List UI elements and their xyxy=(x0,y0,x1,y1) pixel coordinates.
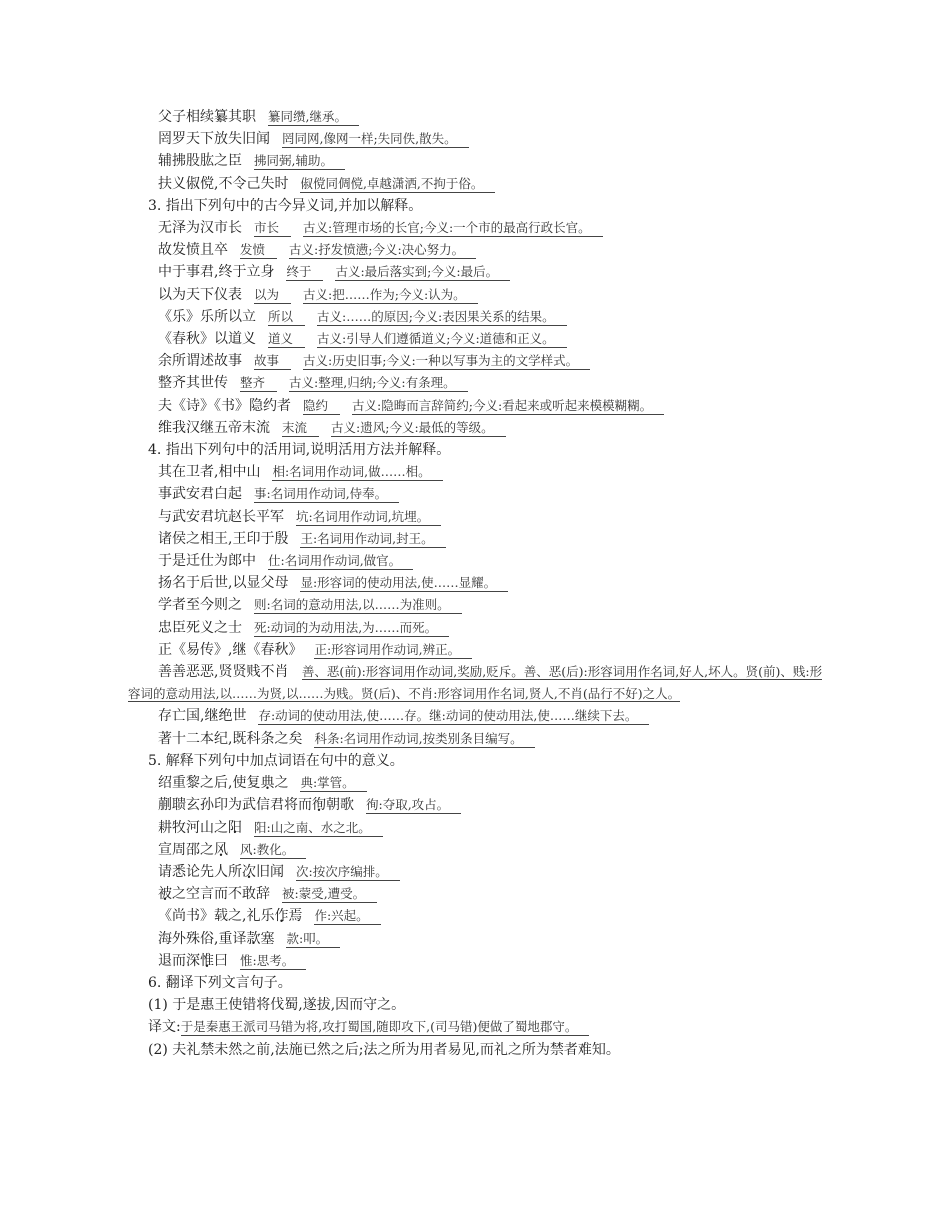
question-text: 正《易传》,继《春秋》 xyxy=(158,641,303,658)
item-row xyxy=(128,461,828,483)
question-text: 善善恶恶,贤贤贱不肖 xyxy=(158,664,289,681)
item-row xyxy=(128,417,828,439)
document-page xyxy=(128,106,828,1061)
item-row xyxy=(128,350,828,372)
question-text: 扶义俶傥,不令己失时 xyxy=(158,175,289,192)
dotted-word: 惟 xyxy=(200,952,214,969)
item-row xyxy=(128,506,828,528)
question-text: 绍重黎之后,使复 xyxy=(158,775,261,792)
item-row xyxy=(128,395,828,417)
answer-text: 款:叩。 xyxy=(286,931,340,948)
answer-text: 古义:最后落实到;今义:最后。 xyxy=(335,264,510,281)
answer-text: 显:形容词的使动用法,使……显耀。 xyxy=(300,575,508,592)
question-text: 《尚书》载之,礼乐 xyxy=(158,908,275,925)
question-text: 扬名于后世,以显父母 xyxy=(158,575,289,592)
answer-text: 典:掌管。 xyxy=(300,775,366,792)
keyword: 整齐 xyxy=(240,375,277,392)
dotted-word: 款 xyxy=(246,930,261,947)
answer-text: 科条:名词用作动词,按类别条目编写。 xyxy=(314,731,534,748)
question-text: 无泽为汉市长 xyxy=(158,220,242,237)
answer-text: 纂同缵,继承。 xyxy=(268,109,359,126)
keyword: 隐约 xyxy=(303,398,340,415)
item-row xyxy=(128,794,828,816)
item-row xyxy=(128,328,828,350)
keyword: 道义 xyxy=(268,331,305,348)
question-text: 存亡国,继绝世 xyxy=(158,708,247,725)
dotted-word: 典 xyxy=(260,775,275,792)
answer-text: 罔同网,像网一样;失同佚,散失。 xyxy=(282,131,469,148)
answer-text: 古义:管理市场的长官;今义:一个市的最高行政长官。 xyxy=(303,220,603,237)
item-row xyxy=(128,617,828,639)
item-row xyxy=(128,728,828,750)
item-row xyxy=(128,705,828,727)
keyword: 末流 xyxy=(282,420,319,437)
item-row xyxy=(128,883,828,905)
answer-text: 坑:名词用作动词,坑埋。 xyxy=(296,509,441,526)
keyword: 所以 xyxy=(268,309,305,326)
question-text: 其在卫者,相中山 xyxy=(158,464,261,481)
question-text: 旧闻 xyxy=(256,863,284,880)
item-row xyxy=(128,173,828,195)
question-text: 诸侯之相王,王印于殷 xyxy=(158,530,289,547)
dotted-word: 作 xyxy=(274,908,289,925)
question-text: (1) 于是惠王使错将伐蜀,遂拔,因而守之。 xyxy=(148,997,406,1014)
question-text: 蒯聩玄孙印为武信君将而 xyxy=(158,797,312,814)
section-heading: 3. 指出下列句中的古今异义词,并加以解释。 xyxy=(148,197,423,214)
item-row xyxy=(128,106,828,128)
question-text: 以为天下仪表 xyxy=(158,286,242,303)
item-row xyxy=(128,284,828,306)
section-heading: 4. 指出下列句中的活用词,说明活用方法并解释。 xyxy=(148,442,451,459)
item-row-long xyxy=(128,661,828,705)
answer-text: 古义:整理,归纳;今义:有条理。 xyxy=(289,375,468,392)
question-text: 中于事君,终于立身 xyxy=(158,264,275,281)
dotted-word: 被 xyxy=(158,886,172,903)
answer-text: 古义:遗风;今义:最低的等级。 xyxy=(331,420,506,437)
keyword: 以为 xyxy=(254,287,291,304)
question-text: 退而深 xyxy=(158,952,200,969)
answer-text: 古义:引导人们遵循道义;今义:道德和正义。 xyxy=(317,331,567,348)
answer-text: 次:按次序编排。 xyxy=(296,864,400,881)
section-heading: 5. 解释下列句中加点词语在句中的意义。 xyxy=(148,752,404,769)
item-row xyxy=(128,639,828,661)
question-text: 夫《诗》《书》隐约者 xyxy=(158,397,291,414)
item-row xyxy=(128,572,828,594)
answer-text: 存:动词的使动用法,使……存。继:动词的使动用法,使……继续下去。 xyxy=(258,708,649,725)
answer-text: 死:动词的为动用法,为……而死。 xyxy=(254,620,449,637)
answer-text: 徇:夺取,攻占。 xyxy=(366,797,461,814)
answer-text: 古义:隐晦而言辞简约;今义:看起来或听起来模模糊糊。 xyxy=(352,398,664,415)
answer-text: 善、恶(前):形容词用作动词,奖励,贬斥。善、恶(后):形容词用作名词,好人,坏人。贤(前)、贱:形容词的意动用法,以……为贤,以……为贱。贤(后)、不肖:形容词用作名词,贤人,不肖(品行不好)之人。 xyxy=(128,664,823,702)
answer-text: 王:名词用作动词,封王。 xyxy=(300,531,445,548)
item-row xyxy=(128,550,828,572)
question-text: (2) 夫礼禁未然之前,法施已然之后;法之所为用者易见,而礼之所为禁者难知。 xyxy=(148,1041,620,1058)
question-text: 《乐》乐所以立 xyxy=(158,308,256,325)
answer-text: 古义:……的原因;今义:表因果关系的结果。 xyxy=(317,309,567,326)
question-text: 忠臣死义之士 xyxy=(158,619,242,636)
answer-text: 于是秦惠王派司马错为将,攻打蜀国,随即攻下,(司马错)便做了蜀地郡守。 xyxy=(181,1019,590,1036)
question-text: 余所谓述故事 xyxy=(158,353,242,370)
question-text: 宣周邵之 xyxy=(158,841,214,858)
question-text: 学者至今则之 xyxy=(158,597,242,614)
item-row xyxy=(128,839,828,861)
keyword: 市长 xyxy=(254,220,291,237)
item-row xyxy=(128,261,828,283)
answer-text: 拂同弼,辅助。 xyxy=(254,153,345,170)
question-text: 之 xyxy=(274,775,289,792)
translation-row xyxy=(128,1016,828,1038)
question-text: 耕牧河山之 xyxy=(158,819,228,836)
question-text: 朝歌 xyxy=(326,797,354,814)
answer-text: 古义:抒发愤懑;今义:决心努力。 xyxy=(289,242,476,259)
item-row xyxy=(128,817,828,839)
item-row xyxy=(128,861,828,883)
answer-text: 作:兴起。 xyxy=(314,908,380,925)
answer-text: 相:名词用作动词,做……相。 xyxy=(272,464,442,481)
question-text: 于是迁仕为郎中 xyxy=(158,553,256,570)
dotted-word: 次 xyxy=(242,863,256,880)
item-row xyxy=(128,928,828,950)
item-row xyxy=(128,306,828,328)
question-text: 海外殊俗,重译 xyxy=(158,930,247,947)
answer-text: 古义:历史旧事;今义:一种以写事为主的文学样式。 xyxy=(303,353,590,370)
answer-text: 正:形容词用作动词,辨正。 xyxy=(314,642,472,659)
answer-text: 被:蒙受,遭受。 xyxy=(282,886,377,903)
translation-label: 译文: xyxy=(148,1019,181,1036)
keyword: 故事 xyxy=(254,353,291,370)
question-text: 焉 xyxy=(288,908,303,925)
item-row xyxy=(128,150,828,172)
question-text: 著十二本纪,既科条之矣 xyxy=(158,730,303,747)
question-text: 整齐其世传 xyxy=(158,375,228,392)
item-row xyxy=(128,905,828,927)
keyword: 终于 xyxy=(286,264,323,281)
answer-text: 古义:把……作为;今义:认为。 xyxy=(303,287,478,304)
item-row xyxy=(128,950,828,972)
answer-text: 风:教化。 xyxy=(240,842,306,859)
question-text: 曰 xyxy=(214,952,228,969)
dotted-word: 阳 xyxy=(228,819,242,836)
question-text: 《春秋》以道义 xyxy=(158,331,256,348)
question-text: 故发愤且卒 xyxy=(158,242,228,259)
section-heading: 6. 翻译下列文言句子。 xyxy=(148,974,292,991)
answer-text: 事:名词用作动词,侍奉。 xyxy=(254,486,399,503)
question-text: 辅拂股肱之臣 xyxy=(158,153,242,170)
item-row xyxy=(128,217,828,239)
question-text: 维我汉继五帝末流 xyxy=(158,419,270,436)
question-text: 父子相续纂其职 xyxy=(158,109,256,125)
answer-text: 仕:名词用作动词,做官。 xyxy=(268,553,413,570)
answer-text: 俶傥同倜傥,卓越潇洒,不拘于俗。 xyxy=(300,176,495,193)
item-row xyxy=(128,239,828,261)
item-row xyxy=(128,128,828,150)
question-text: 罔罗天下放失旧闻 xyxy=(158,131,270,148)
question-text: 之空言而不敢辞 xyxy=(172,886,270,903)
question-text: 请悉论先人所 xyxy=(158,863,242,880)
question-text: 事武安君白起 xyxy=(158,486,242,503)
item-row xyxy=(128,483,828,505)
keyword: 发愤 xyxy=(240,242,277,259)
answer-text: 则:名词的意动用法,以……为准则。 xyxy=(254,597,462,614)
answer-text: 惟:思考。 xyxy=(240,953,306,970)
question-text: 塞 xyxy=(260,930,275,947)
item-row xyxy=(128,372,828,394)
question-text: 与武安君坑赵长平军 xyxy=(158,508,284,525)
item-row xyxy=(128,528,828,550)
item-row xyxy=(128,772,828,794)
dotted-word: 风 xyxy=(214,841,228,858)
answer-text: 阳:山之南、水之北。 xyxy=(254,820,383,837)
item-row xyxy=(128,594,828,616)
dotted-word: 徇 xyxy=(312,797,326,814)
